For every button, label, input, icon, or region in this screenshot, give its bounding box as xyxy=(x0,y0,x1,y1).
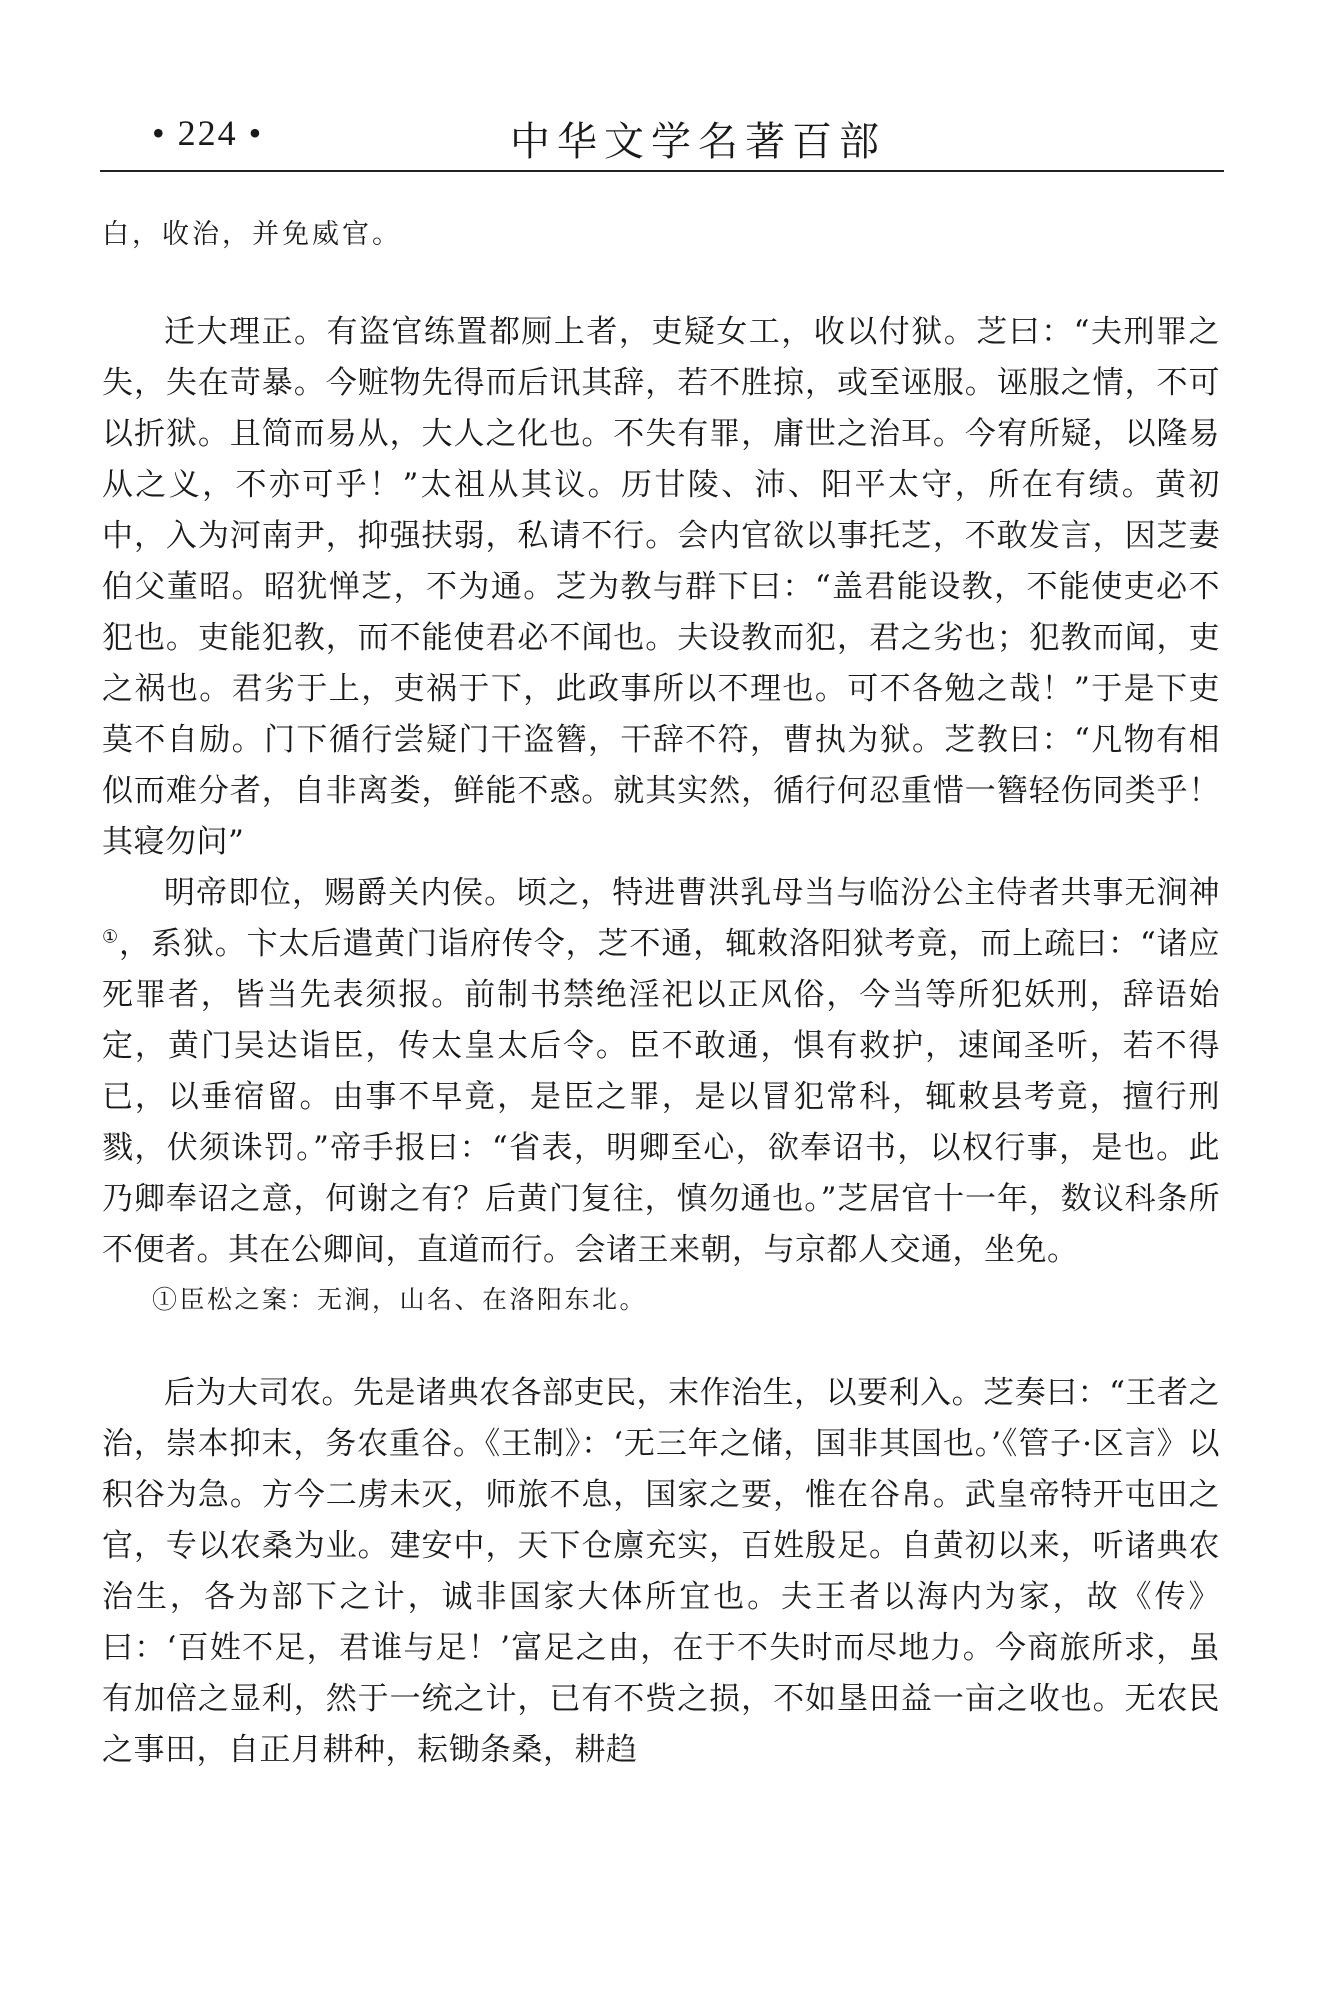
paragraph-2 xyxy=(102,868,1220,1276)
page-body xyxy=(102,215,1220,1776)
paragraph-1: 迁大理正。有盗官练置都厕上者，吏疑女工，收以付狱。芝曰：“夫刑罪之失，失在苛暴。今赃物先得而后讯其辞，若不胜掠，或至诬服。诬服之情，不可以折狱。且简而易从，大人之化也。不失有罪，庸世之治耳。今宥所疑，以隆易从之义，不亦可乎！”太祖从其议。历甘陵、沛、阳平太守，所在有绩。黄初中，入为河南尹，抑强扶弱，私请不行。会内官欲以事托芝，不敢发言，因芝妻伯父董昭。昭犹惮芝，不为通。芝为教与群下曰：“盖君能设教，不能使吏必不犯也。吏能犯教，而不能使君必不闻也。夫设教而犯，君之劣也；犯教而闻，吏之祸也。君劣于上，吏祸于下，此政事所以不理也。可不各勉之哉！”于是下吏莫不自励。门下循行尝疑门干盗簪，干辞不符，曹执为狱。芝教曰：“凡物有相似而难分者，自非离娄，鲜能不惑。就其实然，循行何忍重惜一簪轻伤同类乎！其寝勿问” xyxy=(102,314,1220,860)
footnote: ①臣松之案：无涧，山名、在洛阳东北。 xyxy=(152,1285,648,1314)
paragraph-2-text-b: ，系狱。卞太后遣黄门诣府传令，芝不通，辄敕洛阳狱考竟，而上疏曰：“诸应死罪者，皆当先表须报。前制书禁绝淫祀以正风俗，今当等所犯妖刑，辞语始定，黄门吴达诣臣，传太皇太后令。臣不敢通，惧有救护，速闻圣听，若不得已，以垂宿留。由事不早竟，是臣之罪，是以冒犯常科，辄敕县考竟，擅行刑戮，伏须诛罚。”帝手报曰：“省表，明卿至心，欲奉诏书，以权行事，是也。此乃卿奉诏之意，何谢之有？后黄门复往，慎勿通也。”芝居官十一年，数议科条所不便者。其在公卿间，直道而行。会诸王来朝，与京都人交通，坐免。 xyxy=(102,926,1220,1268)
footnote-marker: ① xyxy=(102,926,120,948)
page-header xyxy=(100,108,1224,168)
paragraph-3: 后为大司农。先是诸典农各部吏民，末作治生，以要利入。芝奏曰：“王者之治，崇本抑末，务农重谷。《王制》：‘无三年之储，国非其国也。’《管子·区言》以积谷为急。方今二虏未灭，师旅不息，国家之要，惟在谷帛。武皇帝特开屯田之官，专以农桑为业。建安中，天下仓廪充实，百姓殷足。自黄初以来，听诸典农治生，各为部下之计，诚非国家大体所宜也。夫王者以海内为家，故《传》曰：‘百姓不足，君谁与足！’富足之由，在于不失时而尽地力。今商旅所求，虽有加倍之显利，然于一统之计，已有不赀之损，不如垦田益一亩之收也。无农民之事田，自正月耕种，耘锄条桑，耕趋 xyxy=(102,1375,1220,1768)
book-title: 中华文学名著百部 xyxy=(510,119,886,165)
paragraph-2-text-a: 明帝即位，赐爵关内侯。顷之，特进曹洪乳母当与临汾公主侍者共事无涧神 xyxy=(164,875,1220,911)
page-number: • 224 • xyxy=(152,113,264,153)
header-rule xyxy=(100,170,1224,172)
continued-text-line: 白，收治，并免威官。 xyxy=(102,219,402,250)
